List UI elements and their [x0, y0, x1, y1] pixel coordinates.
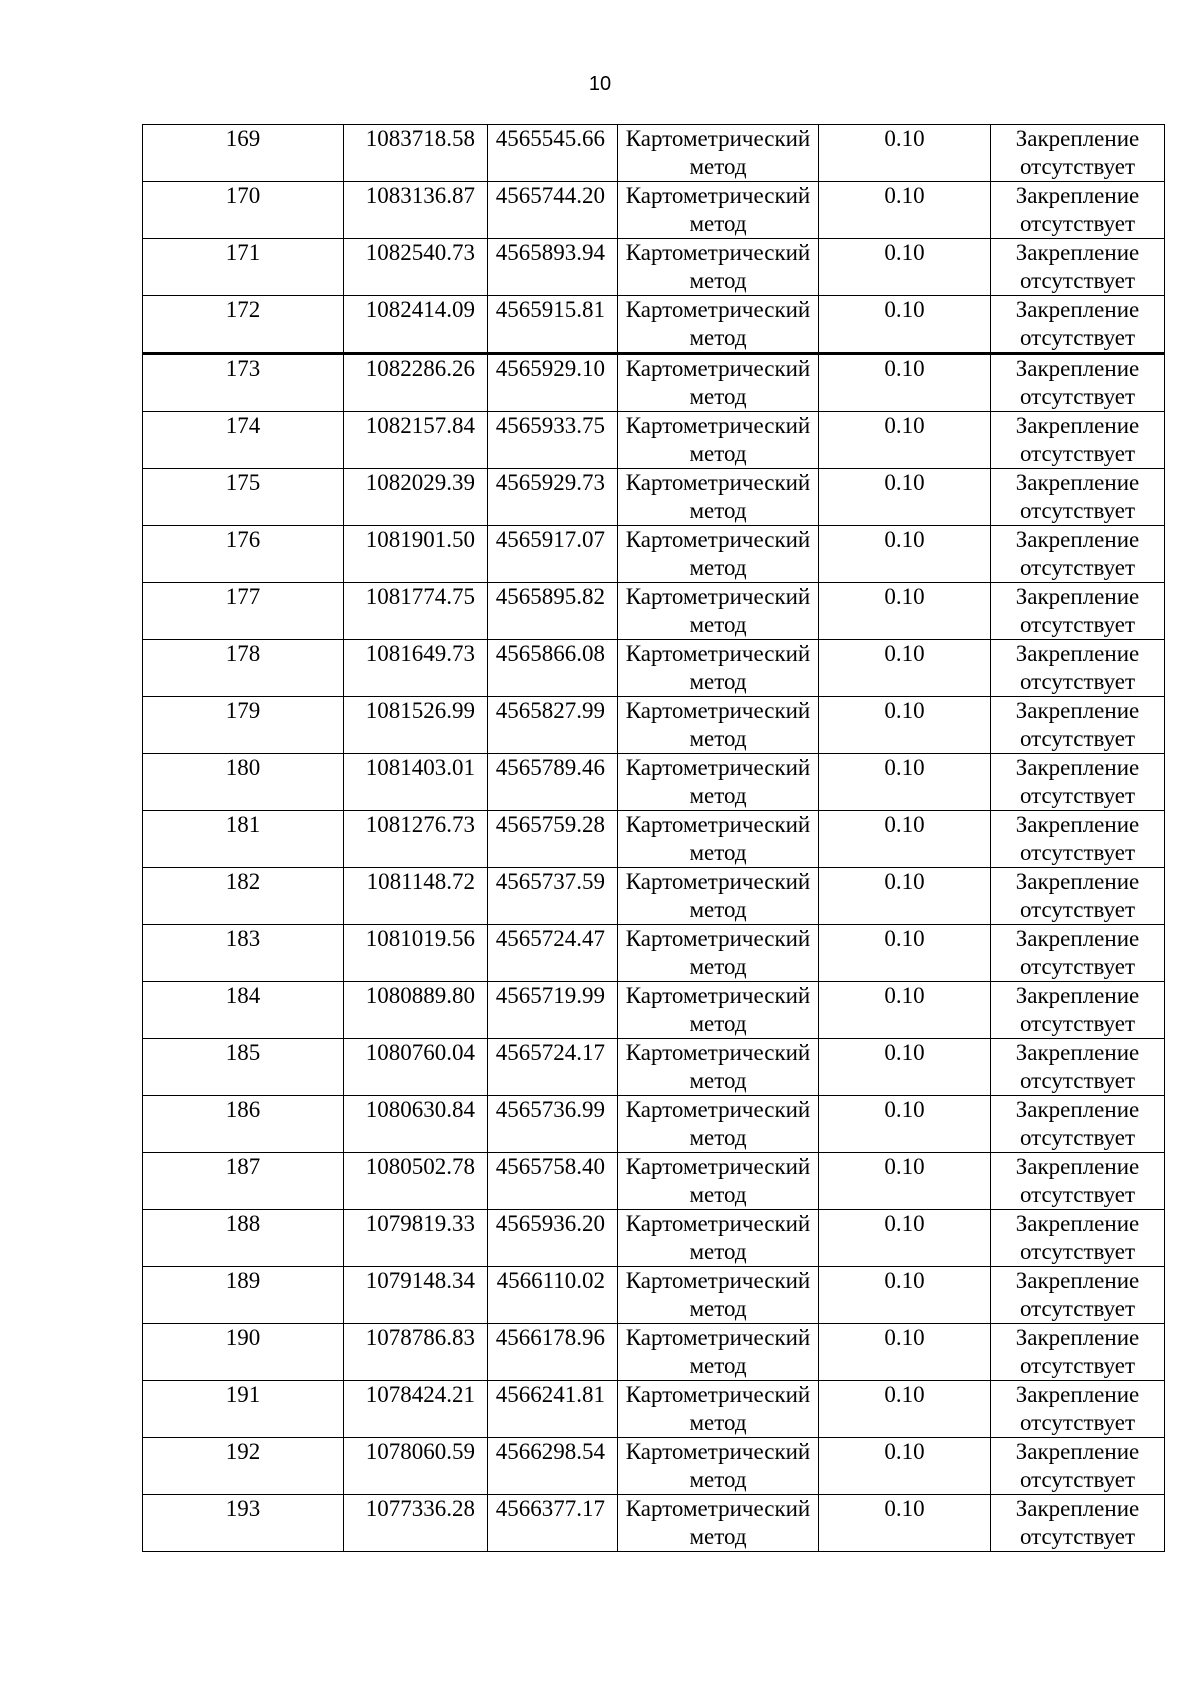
y-coordinate-cell: 4566241.81: [488, 1381, 618, 1438]
fixing-line: Закрепление: [1015, 527, 1140, 552]
method-line: метод: [689, 441, 747, 466]
method-line: Картометрический: [625, 698, 811, 723]
method-line: метод: [689, 555, 747, 580]
y-coordinate-cell: 4565929.73: [488, 469, 618, 526]
point-number-cell: 190: [143, 1324, 344, 1381]
accuracy-cell: 0.10: [819, 1267, 991, 1324]
x-coordinate-cell: 1081901.50: [344, 526, 488, 583]
method-cell: [618, 640, 819, 697]
fixing-line: Закрепление: [1015, 983, 1140, 1008]
method-line: Картометрический: [625, 126, 811, 151]
method-line: Картометрический: [625, 1325, 811, 1350]
method-cell: [618, 1267, 819, 1324]
fixing-line: Закрепление: [1015, 1496, 1140, 1521]
fixing-cell: [991, 239, 1165, 296]
fixing-line: Закрепление: [1015, 470, 1140, 495]
fixing-line: отсутствует: [1019, 1068, 1136, 1093]
method-line: Картометрический: [625, 356, 811, 381]
method-line: метод: [689, 1125, 747, 1150]
table-row: [143, 925, 1165, 982]
y-coordinate-cell: 4565744.20: [488, 182, 618, 239]
table-row: [143, 412, 1165, 469]
x-coordinate-cell: 1081526.99: [344, 697, 488, 754]
table-row: [143, 469, 1165, 526]
fixing-line: Закрепление: [1015, 1040, 1140, 1065]
fixing-line: Закрепление: [1015, 126, 1140, 151]
table-row: [143, 1324, 1165, 1381]
accuracy-cell: 0.10: [819, 925, 991, 982]
method-line: Картометрический: [625, 183, 811, 208]
method-cell: [618, 697, 819, 754]
y-coordinate-cell: 4565915.81: [488, 296, 618, 354]
table-row: [143, 296, 1165, 354]
method-line: метод: [689, 1296, 747, 1321]
point-number-cell: 169: [143, 125, 344, 182]
table-row: [143, 239, 1165, 296]
method-line: метод: [689, 1353, 747, 1378]
method-line: Картометрический: [625, 1439, 811, 1464]
fixing-line: отсутствует: [1019, 1296, 1136, 1321]
accuracy-cell: 0.10: [819, 1153, 991, 1210]
point-number-cell: 183: [143, 925, 344, 982]
x-coordinate-cell: 1078786.83: [344, 1324, 488, 1381]
fixing-line: отсутствует: [1019, 154, 1136, 179]
point-number-cell: 171: [143, 239, 344, 296]
fixing-line: Закрепление: [1015, 755, 1140, 780]
fixing-cell: [991, 1381, 1165, 1438]
method-cell: [618, 182, 819, 239]
method-line: Картометрический: [625, 413, 811, 438]
accuracy-cell: 0.10: [819, 1438, 991, 1495]
point-number-cell: 178: [143, 640, 344, 697]
fixing-line: отсутствует: [1019, 1239, 1136, 1264]
accuracy-cell: 0.10: [819, 296, 991, 354]
fixing-cell: [991, 1153, 1165, 1210]
method-cell: [618, 1381, 819, 1438]
accuracy-cell: 0.10: [819, 469, 991, 526]
y-coordinate-cell: 4565736.99: [488, 1096, 618, 1153]
fixing-line: отсутствует: [1019, 1410, 1136, 1435]
table-row: [143, 1153, 1165, 1210]
y-coordinate-cell: 4565719.99: [488, 982, 618, 1039]
method-line: Картометрический: [625, 812, 811, 837]
point-number-cell: 172: [143, 296, 344, 354]
fixing-line: Закрепление: [1015, 1154, 1140, 1179]
y-coordinate-cell: 4565545.66: [488, 125, 618, 182]
accuracy-cell: 0.10: [819, 412, 991, 469]
point-number-cell: 179: [143, 697, 344, 754]
fixing-line: отсутствует: [1019, 954, 1136, 979]
fixing-line: отсутствует: [1019, 441, 1136, 466]
accuracy-cell: 0.10: [819, 640, 991, 697]
fixing-line: отсутствует: [1019, 1467, 1136, 1492]
table-row: [143, 1096, 1165, 1153]
method-line: метод: [689, 669, 747, 694]
method-line: Картометрический: [625, 1268, 811, 1293]
method-line: Картометрический: [625, 527, 811, 552]
method-line: Картометрический: [625, 1154, 811, 1179]
fixing-line: Закрепление: [1015, 413, 1140, 438]
method-cell: [618, 1495, 819, 1552]
fixing-line: отсутствует: [1019, 498, 1136, 523]
point-number-cell: 181: [143, 811, 344, 868]
x-coordinate-cell: 1083718.58: [344, 125, 488, 182]
y-coordinate-cell: 4565789.46: [488, 754, 618, 811]
accuracy-cell: 0.10: [819, 982, 991, 1039]
fixing-line: отсутствует: [1019, 1182, 1136, 1207]
accuracy-cell: 0.10: [819, 1324, 991, 1381]
fixing-line: отсутствует: [1019, 783, 1136, 808]
method-cell: [618, 469, 819, 526]
accuracy-cell: 0.10: [819, 354, 991, 412]
y-coordinate-cell: 4565933.75: [488, 412, 618, 469]
fixing-cell: [991, 1438, 1165, 1495]
method-cell: [618, 125, 819, 182]
fixing-line: отсутствует: [1019, 1524, 1136, 1549]
fixing-line: отсутствует: [1019, 555, 1136, 580]
coordinates-table-body: [143, 125, 1165, 1552]
fixing-line: Закрепление: [1015, 926, 1140, 951]
fixing-line: Закрепление: [1015, 584, 1140, 609]
table-row: [143, 1495, 1165, 1552]
accuracy-cell: 0.10: [819, 182, 991, 239]
method-line: Картометрический: [625, 1382, 811, 1407]
x-coordinate-cell: 1080502.78: [344, 1153, 488, 1210]
table-row: [143, 697, 1165, 754]
fixing-cell: [991, 296, 1165, 354]
point-number-cell: 191: [143, 1381, 344, 1438]
fixing-line: Закрепление: [1015, 1268, 1140, 1293]
method-line: метод: [689, 1182, 747, 1207]
fixing-cell: [991, 1210, 1165, 1267]
method-cell: [618, 925, 819, 982]
method-cell: [618, 1039, 819, 1096]
table-row: [143, 125, 1165, 182]
method-line: метод: [689, 726, 747, 751]
method-cell: [618, 583, 819, 640]
method-cell: [618, 982, 819, 1039]
table-row: [143, 526, 1165, 583]
x-coordinate-cell: 1081019.56: [344, 925, 488, 982]
fixing-cell: [991, 1267, 1165, 1324]
method-line: метод: [689, 1410, 747, 1435]
table-row: [143, 182, 1165, 239]
point-number-cell: 173: [143, 354, 344, 412]
x-coordinate-cell: 1081774.75: [344, 583, 488, 640]
y-coordinate-cell: 4566178.96: [488, 1324, 618, 1381]
table-row: [143, 354, 1165, 412]
method-line: метод: [689, 840, 747, 865]
fixing-line: Закрепление: [1015, 1097, 1140, 1122]
table-row: [143, 1039, 1165, 1096]
fixing-cell: [991, 925, 1165, 982]
method-line: метод: [689, 783, 747, 808]
fixing-cell: [991, 697, 1165, 754]
page-number: 10: [588, 73, 612, 95]
y-coordinate-cell: 4565929.10: [488, 354, 618, 412]
method-line: метод: [689, 384, 747, 409]
x-coordinate-cell: 1082286.26: [344, 354, 488, 412]
fixing-line: отсутствует: [1019, 612, 1136, 637]
point-number-cell: 182: [143, 868, 344, 925]
table-row: [143, 583, 1165, 640]
coordinates-table: [142, 124, 1165, 1552]
accuracy-cell: 0.10: [819, 125, 991, 182]
point-number-cell: 180: [143, 754, 344, 811]
fixing-line: отсутствует: [1019, 268, 1136, 293]
method-line: метод: [689, 154, 747, 179]
fixing-line: Закрепление: [1015, 356, 1140, 381]
table-row: [143, 868, 1165, 925]
method-line: Картометрический: [625, 1496, 811, 1521]
method-line: Картометрический: [625, 1097, 811, 1122]
fixing-line: Закрепление: [1015, 1325, 1140, 1350]
accuracy-cell: 0.10: [819, 697, 991, 754]
point-number-cell: 184: [143, 982, 344, 1039]
y-coordinate-cell: 4565724.17: [488, 1039, 618, 1096]
method-cell: [618, 1210, 819, 1267]
fixing-line: отсутствует: [1019, 669, 1136, 694]
accuracy-cell: 0.10: [819, 1210, 991, 1267]
point-number-cell: 186: [143, 1096, 344, 1153]
method-line: метод: [689, 498, 747, 523]
method-line: Картометрический: [625, 1040, 811, 1065]
method-cell: [618, 1324, 819, 1381]
fixing-line: отсутствует: [1019, 726, 1136, 751]
table-row: [143, 982, 1165, 1039]
accuracy-cell: 0.10: [819, 811, 991, 868]
point-number-cell: 189: [143, 1267, 344, 1324]
accuracy-cell: 0.10: [819, 239, 991, 296]
fixing-line: Закрепление: [1015, 812, 1140, 837]
y-coordinate-cell: 4565936.20: [488, 1210, 618, 1267]
table-row: [143, 640, 1165, 697]
method-cell: [618, 412, 819, 469]
method-line: метод: [689, 1467, 747, 1492]
x-coordinate-cell: 1081276.73: [344, 811, 488, 868]
method-line: метод: [689, 1239, 747, 1264]
point-number-cell: 185: [143, 1039, 344, 1096]
fixing-line: отсутствует: [1019, 840, 1136, 865]
x-coordinate-cell: 1080760.04: [344, 1039, 488, 1096]
method-cell: [618, 868, 819, 925]
y-coordinate-cell: 4565724.47: [488, 925, 618, 982]
y-coordinate-cell: 4566110.02: [488, 1267, 618, 1324]
fixing-line: Закрепление: [1015, 641, 1140, 666]
method-line: Картометрический: [625, 641, 811, 666]
point-number-cell: 176: [143, 526, 344, 583]
y-coordinate-cell: 4565827.99: [488, 697, 618, 754]
method-line: Картометрический: [625, 297, 811, 322]
fixing-line: отсутствует: [1019, 384, 1136, 409]
fixing-cell: [991, 1495, 1165, 1552]
x-coordinate-cell: 1082540.73: [344, 239, 488, 296]
method-line: метод: [689, 897, 747, 922]
method-cell: [618, 1153, 819, 1210]
accuracy-cell: 0.10: [819, 526, 991, 583]
x-coordinate-cell: 1080630.84: [344, 1096, 488, 1153]
x-coordinate-cell: 1079148.34: [344, 1267, 488, 1324]
y-coordinate-cell: 4565759.28: [488, 811, 618, 868]
y-coordinate-cell: 4566298.54: [488, 1438, 618, 1495]
accuracy-cell: 0.10: [819, 583, 991, 640]
accuracy-cell: 0.10: [819, 1096, 991, 1153]
fixing-line: Закрепление: [1015, 240, 1140, 265]
x-coordinate-cell: 1079819.33: [344, 1210, 488, 1267]
table-row: [143, 1438, 1165, 1495]
method-line: Картометрический: [625, 983, 811, 1008]
fixing-cell: [991, 583, 1165, 640]
fixing-line: отсутствует: [1019, 211, 1136, 236]
fixing-line: Закрепление: [1015, 1439, 1140, 1464]
point-number-cell: 175: [143, 469, 344, 526]
y-coordinate-cell: 4565737.59: [488, 868, 618, 925]
x-coordinate-cell: 1082414.09: [344, 296, 488, 354]
fixing-cell: [991, 1096, 1165, 1153]
fixing-line: Закрепление: [1015, 869, 1140, 894]
fixing-cell: [991, 182, 1165, 239]
fixing-cell: [991, 754, 1165, 811]
y-coordinate-cell: 4565866.08: [488, 640, 618, 697]
y-coordinate-cell: 4565893.94: [488, 239, 618, 296]
method-cell: [618, 754, 819, 811]
method-line: метод: [689, 1011, 747, 1036]
fixing-cell: [991, 526, 1165, 583]
y-coordinate-cell: 4565895.82: [488, 583, 618, 640]
method-cell: [618, 811, 819, 868]
table-row: [143, 811, 1165, 868]
table-row: [143, 1267, 1165, 1324]
fixing-line: Закрепление: [1015, 183, 1140, 208]
x-coordinate-cell: 1083136.87: [344, 182, 488, 239]
method-line: Картометрический: [625, 755, 811, 780]
point-number-cell: 193: [143, 1495, 344, 1552]
table-row: [143, 1210, 1165, 1267]
method-line: Картометрический: [625, 470, 811, 495]
fixing-line: Закрепление: [1015, 297, 1140, 322]
x-coordinate-cell: 1080889.80: [344, 982, 488, 1039]
fixing-cell: [991, 811, 1165, 868]
method-line: метод: [689, 954, 747, 979]
fixing-line: отсутствует: [1019, 325, 1136, 350]
y-coordinate-cell: 4565917.07: [488, 526, 618, 583]
method-cell: [618, 1096, 819, 1153]
point-number-cell: 192: [143, 1438, 344, 1495]
accuracy-cell: 0.10: [819, 1039, 991, 1096]
method-line: Картометрический: [625, 869, 811, 894]
method-line: метод: [689, 1068, 747, 1093]
x-coordinate-cell: 1081403.01: [344, 754, 488, 811]
method-cell: [618, 1438, 819, 1495]
method-cell: [618, 526, 819, 583]
x-coordinate-cell: 1078424.21: [344, 1381, 488, 1438]
method-line: метод: [689, 268, 747, 293]
method-line: метод: [689, 612, 747, 637]
point-number-cell: 170: [143, 182, 344, 239]
fixing-line: отсутствует: [1019, 1011, 1136, 1036]
fixing-cell: [991, 868, 1165, 925]
fixing-cell: [991, 125, 1165, 182]
fixing-cell: [991, 1039, 1165, 1096]
fixing-line: отсутствует: [1019, 1353, 1136, 1378]
x-coordinate-cell: 1081649.73: [344, 640, 488, 697]
method-line: Картометрический: [625, 1211, 811, 1236]
point-number-cell: 174: [143, 412, 344, 469]
y-coordinate-cell: 4565758.40: [488, 1153, 618, 1210]
fixing-cell: [991, 1324, 1165, 1381]
table-row: [143, 1381, 1165, 1438]
x-coordinate-cell: 1082157.84: [344, 412, 488, 469]
method-cell: [618, 296, 819, 354]
point-number-cell: 187: [143, 1153, 344, 1210]
fixing-cell: [991, 412, 1165, 469]
fixing-line: Закрепление: [1015, 698, 1140, 723]
x-coordinate-cell: 1078060.59: [344, 1438, 488, 1495]
point-number-cell: 188: [143, 1210, 344, 1267]
fixing-cell: [991, 354, 1165, 412]
method-line: Картометрический: [625, 240, 811, 265]
method-line: метод: [689, 211, 747, 236]
method-cell: [618, 354, 819, 412]
accuracy-cell: 0.10: [819, 1495, 991, 1552]
accuracy-cell: 0.10: [819, 868, 991, 925]
x-coordinate-cell: 1081148.72: [344, 868, 488, 925]
x-coordinate-cell: 1077336.28: [344, 1495, 488, 1552]
fixing-cell: [991, 640, 1165, 697]
fixing-line: отсутствует: [1019, 1125, 1136, 1150]
fixing-cell: [991, 469, 1165, 526]
fixing-line: Закрепление: [1015, 1211, 1140, 1236]
method-line: Картометрический: [625, 584, 811, 609]
accuracy-cell: 0.10: [819, 754, 991, 811]
table-row: [143, 754, 1165, 811]
fixing-line: Закрепление: [1015, 1382, 1140, 1407]
method-line: метод: [689, 325, 747, 350]
point-number-cell: 177: [143, 583, 344, 640]
method-cell: [618, 239, 819, 296]
y-coordinate-cell: 4566377.17: [488, 1495, 618, 1552]
x-coordinate-cell: 1082029.39: [344, 469, 488, 526]
method-line: Картометрический: [625, 926, 811, 951]
accuracy-cell: 0.10: [819, 1381, 991, 1438]
fixing-line: отсутствует: [1019, 897, 1136, 922]
method-line: метод: [689, 1524, 747, 1549]
fixing-cell: [991, 982, 1165, 1039]
